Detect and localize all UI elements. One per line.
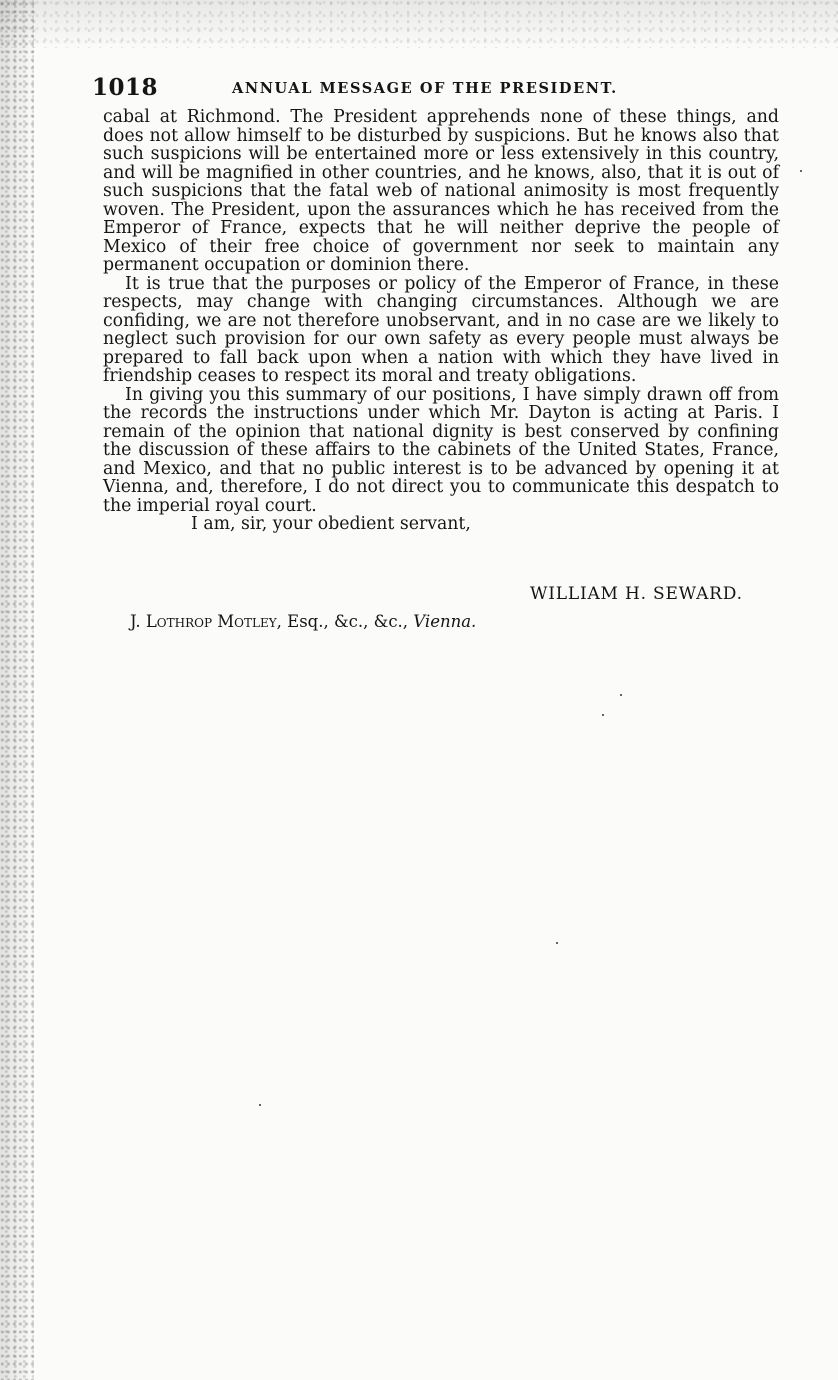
page-number: 1018	[92, 74, 159, 101]
addressee	[130, 612, 476, 631]
running-title: ANNUAL MESSAGE OF THE PRESIDENT.	[232, 80, 618, 97]
scan-speck	[620, 694, 622, 696]
scan-speck	[259, 1104, 261, 1106]
scan-speck	[556, 942, 558, 944]
paragraph-3: In giving you this summary of our positions, I have simply drawn off from the records the instructions under which Mr. Dayton is acting at Paris. I remain of the opinion that national dignity is best conserved by confining the discussion of these affairs to the cabinets of the United States, France, and Mexico, and that no public interest is to be advanced by opening it at Vienna, and, therefore, I do not direct you to communicate this despatch to the imperial royal court.	[103, 384, 779, 516]
page-header	[92, 74, 762, 104]
paragraph-1: cabal at Richmond. The President apprehends none of these things, and does not allow himself to be disturbed by suspicions. But he knows also that such suspicions will be entertained more or less extensively in this country, and will be magnified in other countries, and he knows, also, that it is out of such suspicions that the fatal web of national animosity is most frequently woven. The President, upon the assurances which he has received from the Emperor of France, expects that he will neither deprive the people of Mexico of their free choice of government nor seek to maintain any permanent occupation or dominion there.	[103, 107, 779, 275]
scan-noise-left	[0, 0, 34, 1380]
scan-speck	[602, 714, 604, 716]
closing-line: I am, sir, your obedient servant,	[191, 514, 471, 534]
paragraph-2: It is true that the purposes or policy of the Emperor of France, in these respects, may change with changing circumstances. Although we are confiding, we are not therefore unobservant, and in no case are we likely to neglect such provision for our own safety as every people must always be prepared to fall back upon when a nation with which they have lived in friendship ceases to respect its moral and treaty obligations.	[103, 273, 779, 386]
signature: WILLIAM H. SEWARD.	[530, 584, 743, 604]
addressee-name: J. Lothrop Motley	[130, 612, 277, 631]
addressee-title: , Esq., &c., &c.,	[276, 612, 414, 631]
scan-noise-top	[0, 0, 838, 48]
scan-speck	[800, 170, 802, 172]
body-text	[103, 108, 779, 534]
addressee-place: Vienna.	[413, 612, 477, 631]
